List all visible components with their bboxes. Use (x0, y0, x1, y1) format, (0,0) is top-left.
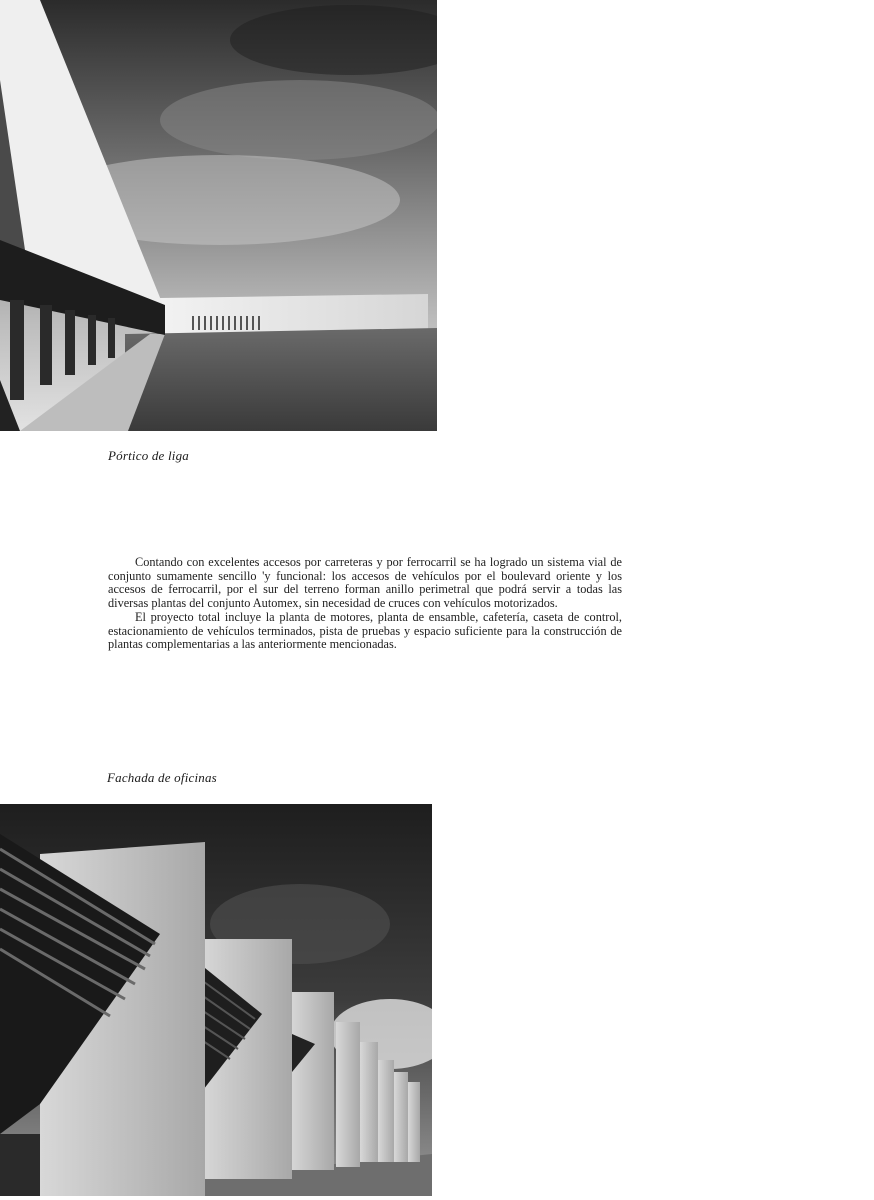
portico-photo (0, 0, 437, 431)
paragraph: El proyecto total incluye la planta de motores, planta de ensamble, cafetería, caseta de control, estacionamiento de vehículos terminados, pista de pruebas y espacio suficiente para la construcción de plantas complementarias a las anteriormente mencionadas. (108, 609, 622, 652)
article-body (108, 556, 622, 652)
figure-caption: Pórtico de liga (108, 448, 189, 463)
office-facade-photo (0, 804, 432, 1196)
paragraph: Contando con excelentes accesos por carreteras y por ferrocarril se ha logrado un sistema vial de conjunto sumamente sencillo 'y funcional: los accesos de vehículos por el boulevard oriente y los accesos de ferrocarril, por el sur del terreno forman anillo perimetral que podrá servir a todas las diversas plantas del conjunto Automex, sin necesidad de cruces con vehículos motorizados. (108, 555, 622, 611)
figure-caption: Fachada de oficinas (107, 770, 217, 785)
